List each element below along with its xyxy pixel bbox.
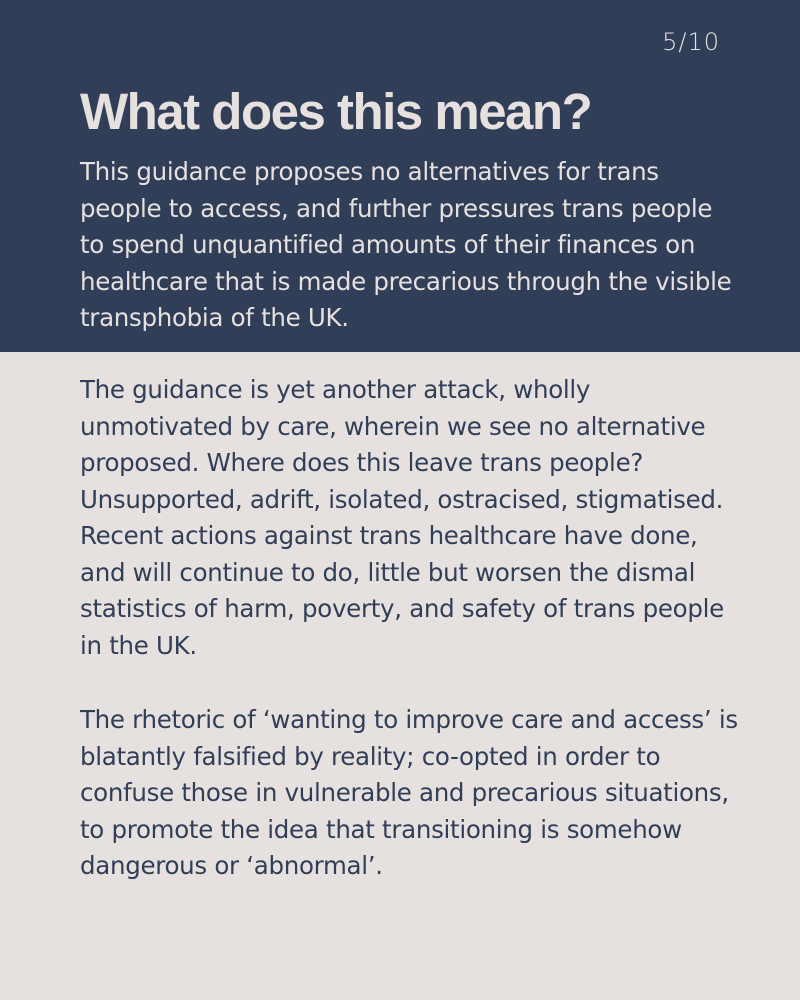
page-title: What does this mean?	[80, 83, 592, 140]
page-counter: 5/10	[662, 28, 720, 56]
body-paragraph-1: The guidance is yet another attack, wholly unmotivated by care, wherein we see no alternative proposed. Where does this leave trans people? Unsupported, adrift, isolated, ostracised, stigmatised. Recent actions against trans healthcare have done, and will continue to do, little but worsen the dismal statistics of harm, poverty, and safety of trans people in the UK.	[80, 375, 724, 660]
body-paragraph-2: The rhetoric of ‘wanting to improve care and access’ is blatantly falsified by reality; co-opted in order to confuse those in vulnerable and precarious situations, to promote the idea that transitioning is somehow dangerous or ‘abnormal’.	[80, 705, 738, 880]
intro-paragraph: This guidance proposes no alternatives for trans people to access, and further pressures trans people to spend unquantified amounts of their finances on healthcare that is made precarious through the visible transphobia of the UK.	[80, 157, 732, 332]
